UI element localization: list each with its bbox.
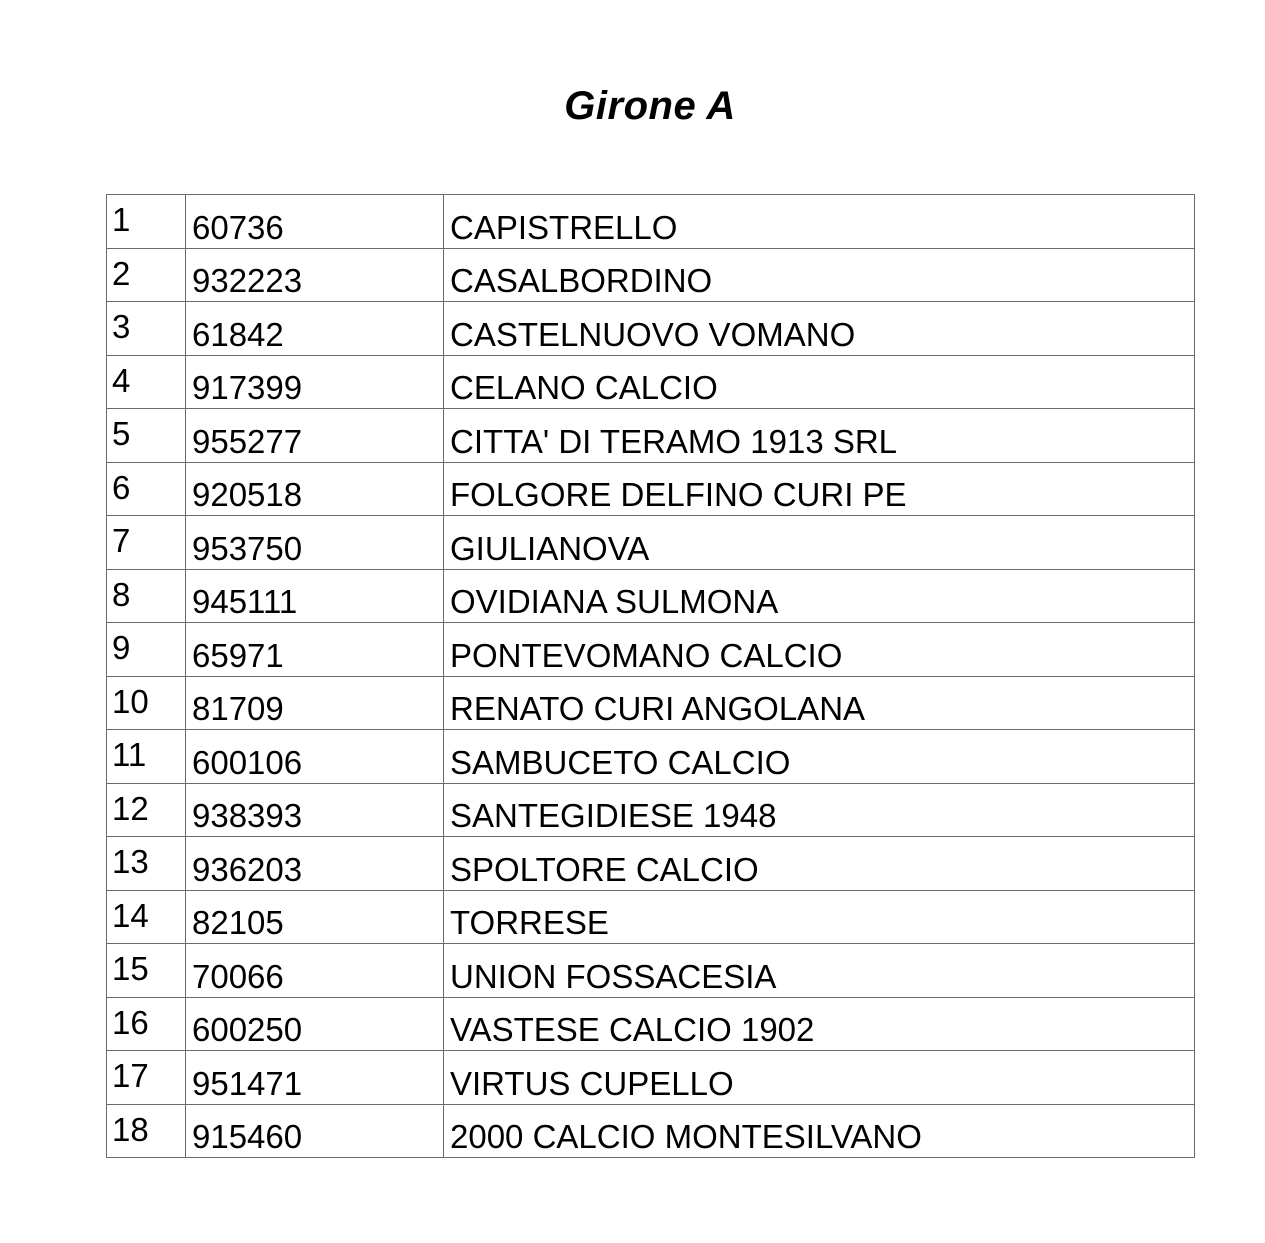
team-name-cell: SAMBUCETO CALCIO [444,730,1195,784]
team-code-cell: 917399 [186,355,444,409]
team-name-cell: SANTEGIDIESE 1948 [444,783,1195,837]
table-row [107,462,1195,516]
team-code-cell: 600250 [186,997,444,1051]
table-row [107,516,1195,570]
row-number-cell: 9 [107,623,186,677]
row-number-cell: 5 [107,409,186,463]
row-number-cell: 14 [107,890,186,944]
team-name-cell: CELANO CALCIO [444,355,1195,409]
table-row [107,409,1195,463]
team-code-cell: 938393 [186,783,444,837]
table-row [107,248,1195,302]
row-number-cell: 12 [107,783,186,837]
teams-table [106,194,1195,1158]
table-row [107,890,1195,944]
team-name-cell: UNION FOSSACESIA [444,944,1195,998]
row-number-cell: 18 [107,1104,186,1158]
row-number-cell: 8 [107,569,186,623]
row-number-cell: 10 [107,676,186,730]
row-number-cell: 2 [107,248,186,302]
row-number-cell: 4 [107,355,186,409]
team-name-cell: TORRESE [444,890,1195,944]
team-code-cell: 915460 [186,1104,444,1158]
table-row [107,569,1195,623]
team-name-cell: CASTELNUOVO VOMANO [444,302,1195,356]
team-code-cell: 61842 [186,302,444,356]
row-number-cell: 11 [107,730,186,784]
table-row [107,944,1195,998]
row-number-cell: 17 [107,1051,186,1105]
table-row [107,195,1195,249]
table-row [107,837,1195,891]
team-name-cell: SPOLTORE CALCIO [444,837,1195,891]
team-code-cell: 951471 [186,1051,444,1105]
row-number-cell: 15 [107,944,186,998]
table-row [107,355,1195,409]
team-name-cell: GIULIANOVA [444,516,1195,570]
row-number-cell: 16 [107,997,186,1051]
team-code-cell: 65971 [186,623,444,677]
table-row [107,1051,1195,1105]
row-number-cell: 6 [107,462,186,516]
team-code-cell: 955277 [186,409,444,463]
team-name-cell: VIRTUS CUPELLO [444,1051,1195,1105]
team-name-cell: CASALBORDINO [444,248,1195,302]
team-code-cell: 953750 [186,516,444,570]
team-code-cell: 70066 [186,944,444,998]
table-row [107,730,1195,784]
team-code-cell: 81709 [186,676,444,730]
row-number-cell: 7 [107,516,186,570]
team-name-cell: FOLGORE DELFINO CURI PE [444,462,1195,516]
row-number-cell: 1 [107,195,186,249]
team-name-cell: CITTA' DI TERAMO 1913 SRL [444,409,1195,463]
team-code-cell: 82105 [186,890,444,944]
team-code-cell: 600106 [186,730,444,784]
row-number-cell: 13 [107,837,186,891]
team-name-cell: VASTESE CALCIO 1902 [444,997,1195,1051]
team-code-cell: 936203 [186,837,444,891]
team-code-cell: 932223 [186,248,444,302]
table-row [107,302,1195,356]
table-row [107,783,1195,837]
teams-table-body [107,195,1195,1158]
team-code-cell: 945111 [186,569,444,623]
table-row [107,623,1195,677]
table-row [107,997,1195,1051]
team-name-cell: 2000 CALCIO MONTESILVANO [444,1104,1195,1158]
page-title: Girone A [564,84,736,128]
table-row [107,676,1195,730]
table-row [107,1104,1195,1158]
team-name-cell: PONTEVOMANO CALCIO [444,623,1195,677]
team-name-cell: OVIDIANA SULMONA [444,569,1195,623]
team-name-cell: CAPISTRELLO [444,195,1195,249]
team-name-cell: RENATO CURI ANGOLANA [444,676,1195,730]
team-code-cell: 60736 [186,195,444,249]
team-code-cell: 920518 [186,462,444,516]
row-number-cell: 3 [107,302,186,356]
